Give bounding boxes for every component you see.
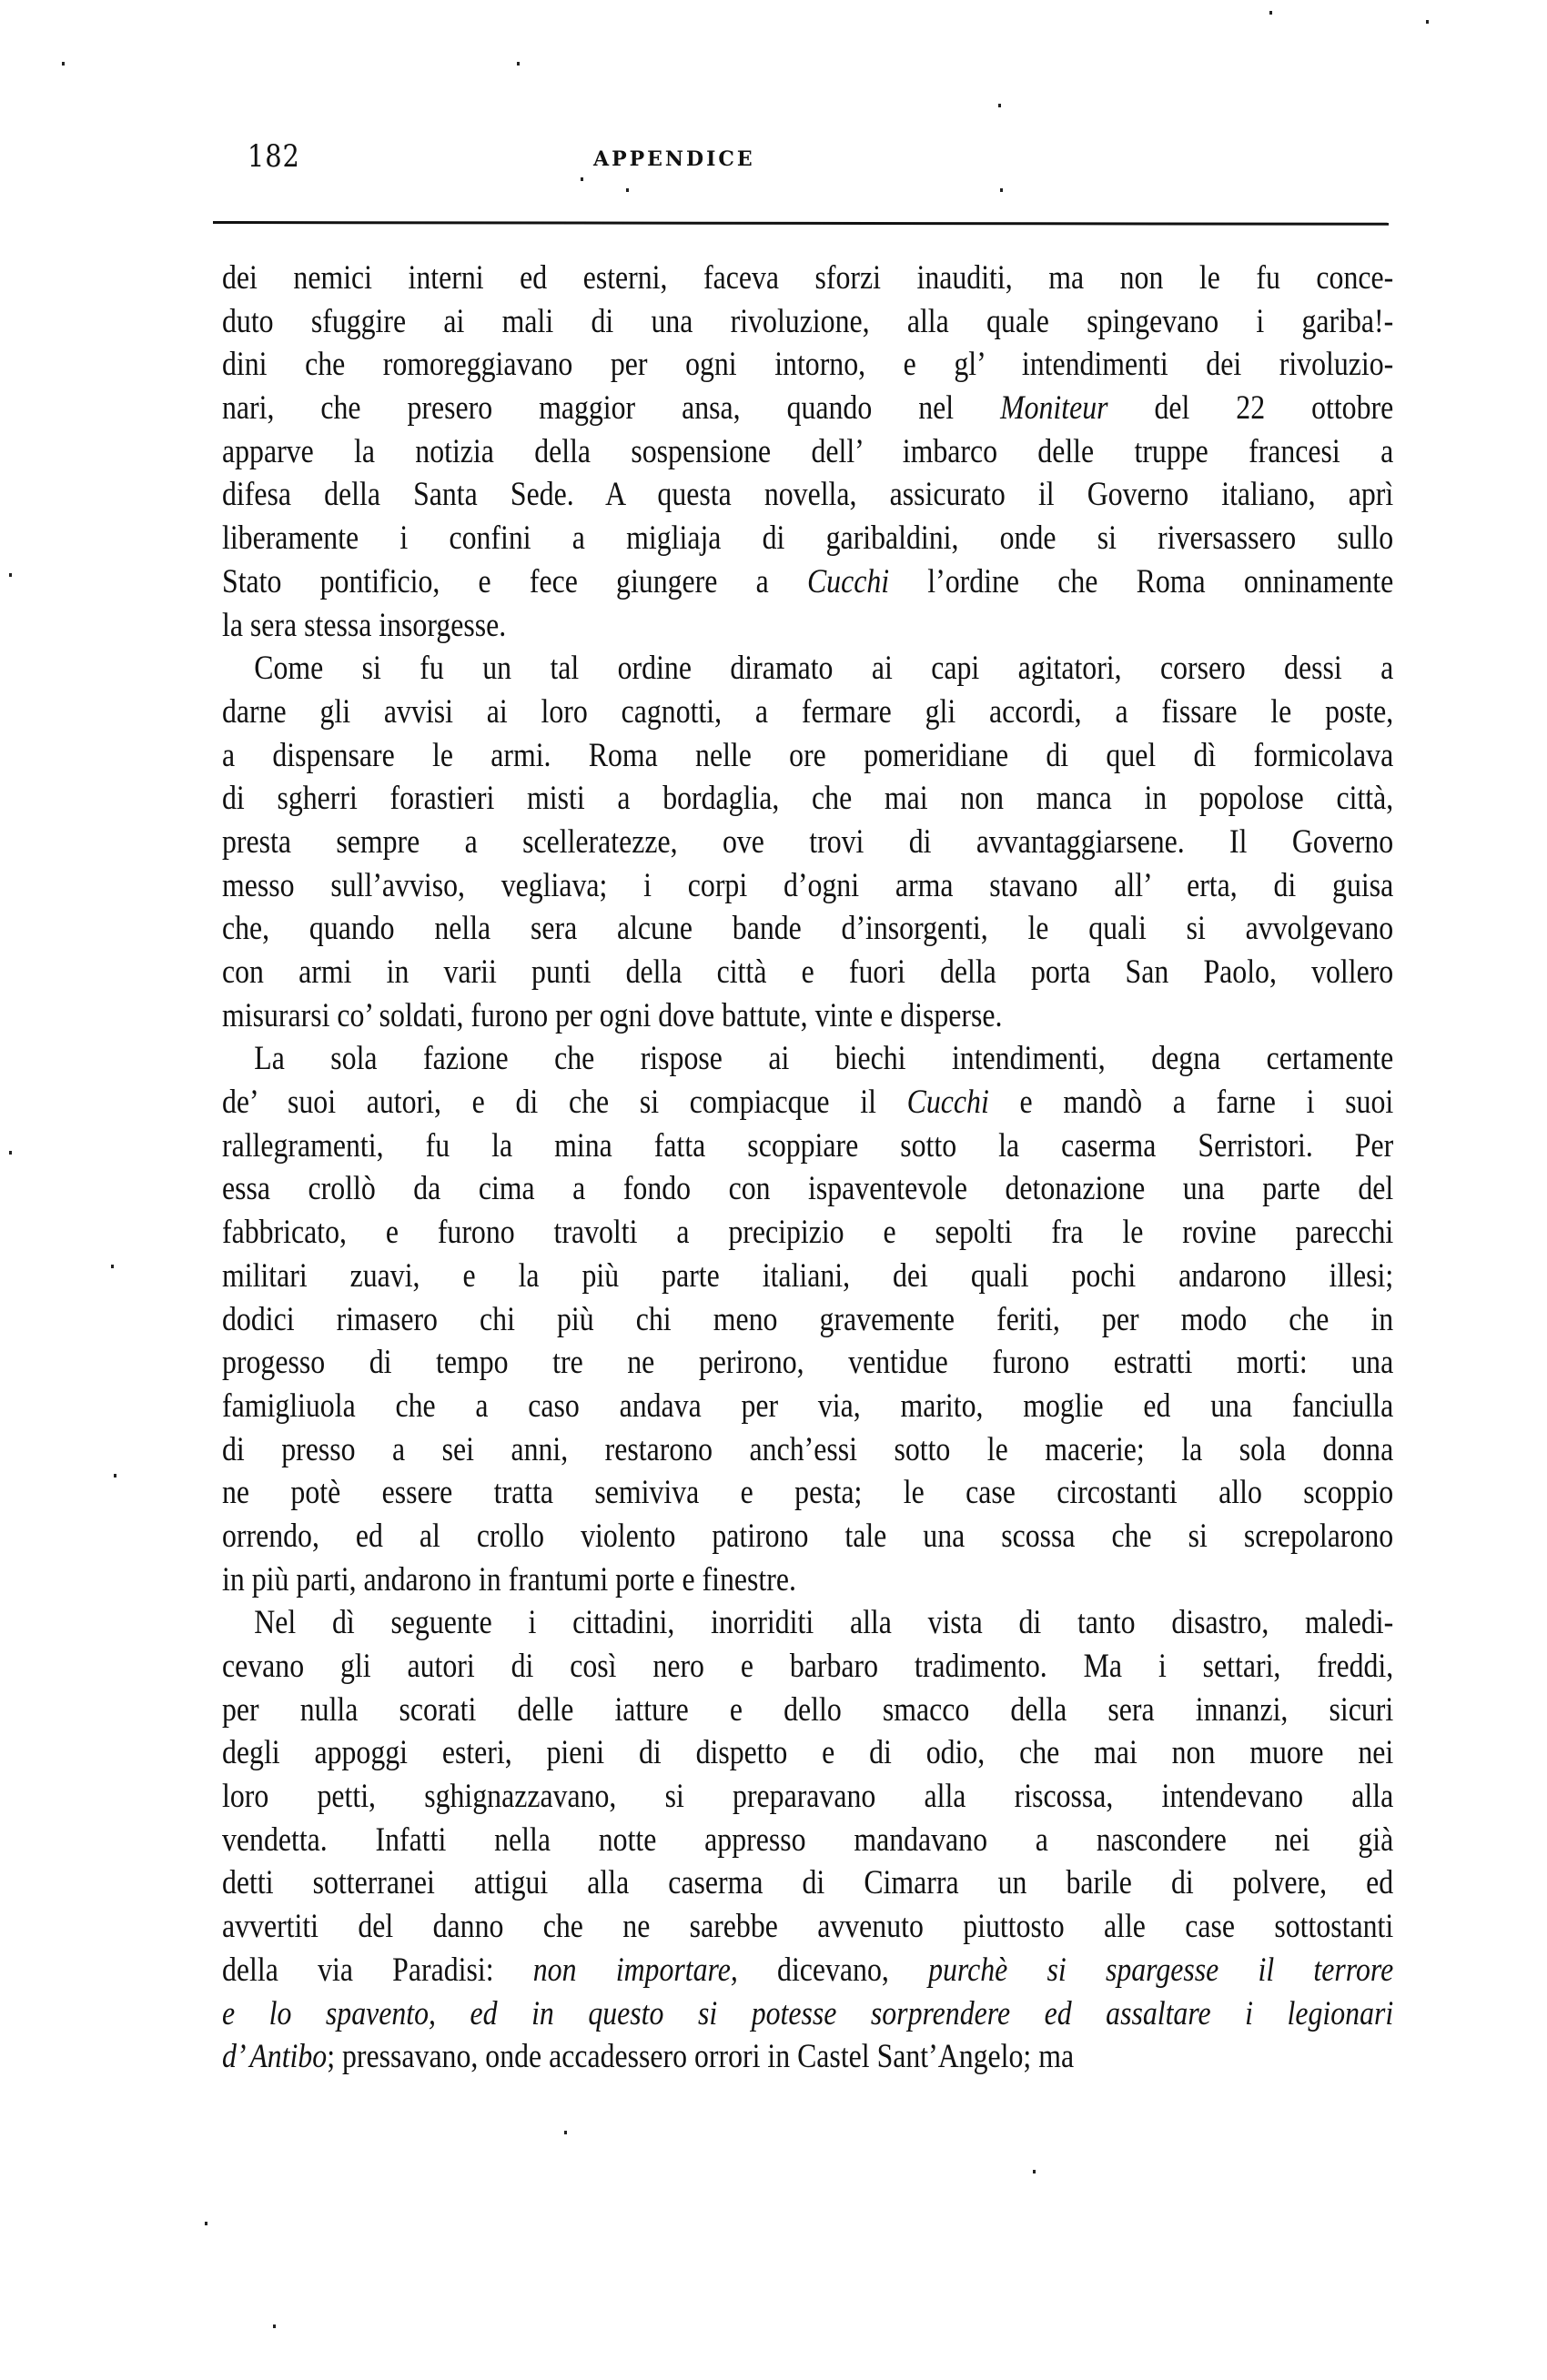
scan-speck (273, 2325, 276, 2328)
text-segment: dini che romoreggiavano per ogni intorno, e gl’ intendimenti dei rivoluzio- (222, 346, 1394, 384)
text-line (222, 1471, 1393, 1515)
text-line (222, 1905, 1393, 1949)
text-segment: la sera stessa insorgesse. (222, 606, 507, 644)
text-segment: presta sempre a scelleratezze, ove trovi di avvantaggiarsene. Il Governo (222, 822, 1394, 861)
scan-speck (62, 62, 65, 66)
text-segment: ; pressavano, onde accadessero orrori in Castel Sant’Angelo; ma (327, 2038, 1075, 2076)
paragraph (222, 1037, 1393, 1601)
text-line (222, 951, 1393, 994)
text-segment: dicevano, (737, 1951, 929, 1989)
text-line (222, 1775, 1393, 1819)
text-line (222, 1124, 1393, 1168)
text-segment: loro petti, sghignazzavano, si preparavano alla riscossa, intendevano alla (222, 1778, 1394, 1816)
text-segment: progesso di tempo tre ne perirono, ventidue furono estratti morti: una (222, 1344, 1394, 1382)
text-segment: l’ordine che Roma onninamente (889, 562, 1394, 600)
scan-speck (998, 104, 1001, 107)
text-segment: Stato pontificio, e fece giungere a (222, 562, 807, 600)
text-line (222, 864, 1393, 908)
scan-speck (581, 177, 583, 181)
scan-speck (1000, 188, 1003, 192)
running-head (0, 138, 1547, 184)
text-line (222, 994, 1393, 1038)
scan-speck (1033, 2170, 1036, 2173)
text-segment: Come si fu un tal ordine diramato ai capi agitatori, corsero dessi a (254, 650, 1394, 688)
text-line (222, 1992, 1393, 2036)
text-segment: della via Paradisi: (222, 1951, 533, 1989)
paragraph (222, 1601, 1393, 2079)
text-segment: apparve la notizia della sospensione dell’ imbarco delle truppe francesi a (222, 432, 1394, 470)
text-segment: di sgherri forastieri misti a bordaglia, che mai non manca in popolose città, (222, 780, 1394, 818)
text-line (222, 777, 1393, 821)
text-line (222, 387, 1393, 430)
text-segment: degli appoggi esteri, pieni di dispetto e di odio, che mai non muore nei (222, 1734, 1394, 1772)
text-line (222, 300, 1393, 344)
text-segment: che, quando nella sera alcune bande d’insorgenti, le quali si avvolgevano (222, 910, 1394, 948)
italic-text: non importare, (532, 1951, 738, 1989)
text-line (222, 1949, 1393, 1992)
text-line (222, 1428, 1393, 1472)
text-segment: a dispensare le armi. Roma nelle ore pomeridiane di quel dì formicolava (222, 736, 1394, 774)
text-line (222, 604, 1393, 648)
paragraph (222, 257, 1393, 647)
text-segment: avvertiti del danno che ne sarebbe avvenuto piuttosto alle case sottostanti (222, 1908, 1394, 1946)
text-line (222, 647, 1393, 691)
text-segment: difesa della Santa Sede. A questa novella, assicurato il Governo italiano, aprì (222, 476, 1394, 514)
text-line (222, 343, 1393, 387)
text-segment: rallegramenti, fu la mina fatta scoppiare sotto la caserma Serristori. Per (222, 1126, 1394, 1165)
text-line (222, 907, 1393, 951)
text-line (222, 473, 1393, 517)
italic-text: purchè si spargesse il terrore (928, 1951, 1394, 1989)
text-line (222, 1167, 1393, 1211)
text-line (222, 1037, 1393, 1081)
text-line (222, 1819, 1393, 1862)
scan-speck (1269, 11, 1272, 15)
text-segment: duto sfuggire ai mali di una rivoluzione, alla quale spingevano i gariba!- (222, 302, 1394, 340)
text-line (222, 1341, 1393, 1385)
scan-speck (626, 188, 629, 192)
text-line (222, 1645, 1393, 1689)
text-line (222, 1861, 1393, 1905)
text-segment: per nulla scorati delle iatture e dello smacco della sera innanzi, sicuri (222, 1690, 1394, 1729)
text-line (222, 257, 1393, 300)
text-line (222, 1515, 1393, 1558)
text-line (222, 1298, 1393, 1342)
text-segment: misurarsi co’ soldati, furono per ogni dove battute, vinte e disperse. (222, 996, 1003, 1034)
text-segment: cevano gli autori di così nero e barbaro tradimento. Ma i settari, freddi, (222, 1648, 1394, 1685)
text-segment: di presso a sei anni, restarono anch’essi sotto le macerie; la sola donna (222, 1430, 1394, 1468)
scan-speck (9, 573, 12, 577)
text-line (222, 1211, 1393, 1255)
text-segment: de’ suoi autori, e di che si compiacque il (222, 1084, 907, 1122)
header-rule (213, 221, 1389, 226)
text-segment: famigliuola che a caso andava per via, marito, moglie ed una fanciulla (222, 1387, 1394, 1425)
text-segment: messo sull’avviso, vegliava; i corpi d’ogni arma stavano all’ erta, di guisa (222, 866, 1394, 904)
text-line (222, 1558, 1393, 1602)
page-number: 182 (248, 138, 300, 175)
text-segment: orrendo, ed al crollo violento patirono tale una scossa che si screpolarono (222, 1517, 1394, 1555)
text-line (222, 1081, 1393, 1124)
text-segment: con armi in varii punti della città e fuori della porta San Paolo, vollero (222, 953, 1394, 991)
text-segment: del 22 ottobre (1107, 389, 1394, 428)
text-segment: fabbricato, e furono travolti a precipizio e sepolti fra le rovine parecchi (222, 1214, 1394, 1252)
text-segment: dodici rimasero chi più chi meno gravemente feriti, per modo che in (222, 1300, 1394, 1338)
running-title: APPENDICE (593, 147, 755, 171)
text-line (222, 560, 1393, 604)
text-segment: Nel dì seguente i cittadini, inorriditi alla vista di tanto disastro, maledi- (254, 1604, 1394, 1642)
scan-speck (517, 62, 520, 66)
text-line (222, 821, 1393, 864)
text-segment: essa crollò da cima a fondo con ispaventevole detonazione una parte del (222, 1170, 1394, 1208)
scan-speck (1426, 20, 1429, 24)
text-line (222, 1385, 1393, 1428)
scan-speck (205, 2222, 207, 2225)
text-line (222, 734, 1393, 778)
scan-speck (114, 1474, 116, 1477)
italic-text: e lo spavento, ed in questo si potesse sorprendere ed assaltare i legionari (222, 1994, 1394, 2032)
scan-speck (111, 1265, 114, 1268)
italic-text: d’ Antibo (222, 2038, 328, 2076)
scan-speck (564, 2131, 567, 2134)
text-segment: in più parti, andarono in frantumi porte e finestre. (222, 1560, 796, 1598)
text-line (222, 2035, 1393, 2079)
text-line (222, 430, 1393, 474)
paragraph (222, 647, 1393, 1037)
text-segment: detti sotterranei attigui alla caserma di Cimarra un barile di polvere, ed (222, 1864, 1394, 1902)
text-segment: e mandò a farne i suoi (988, 1084, 1394, 1122)
text-segment: darne gli avvisi ai loro cagnotti, a fermare gli accordi, a fissare le poste, (222, 692, 1394, 731)
text-segment: militari zuavi, e la più parte italiani, dei quali pochi andarono illesi; (222, 1256, 1394, 1295)
text-line (222, 1689, 1393, 1732)
text-line (222, 517, 1393, 560)
italic-text: Cucchi (906, 1084, 989, 1122)
text-segment: dei nemici interni ed esterni, faceva sforzi inauditi, ma non le fu conce- (222, 259, 1394, 297)
text-line (222, 1731, 1393, 1775)
italic-text: Moniteur (1000, 389, 1108, 428)
text-segment: ne potè essere tratta semiviva e pesta; le case circostanti allo scoppio (222, 1474, 1394, 1512)
text-line (222, 691, 1393, 734)
text-line (222, 1601, 1393, 1645)
text-segment: nari, che presero maggior ansa, quando nel (222, 389, 1001, 428)
text-segment: liberamente i confini a migliaja di garibaldini, onde si riversassero sullo (222, 519, 1394, 558)
body-text (222, 257, 1393, 2079)
scan-speck (9, 1151, 12, 1155)
text-segment: La sola fazione che rispose ai biechi intendimenti, degna certamente (254, 1040, 1394, 1078)
text-line (222, 1255, 1393, 1298)
italic-text: Cucchi (806, 562, 890, 600)
text-segment: vendetta. Infatti nella notte appresso mandavano a nascondere nei già (222, 1820, 1394, 1859)
